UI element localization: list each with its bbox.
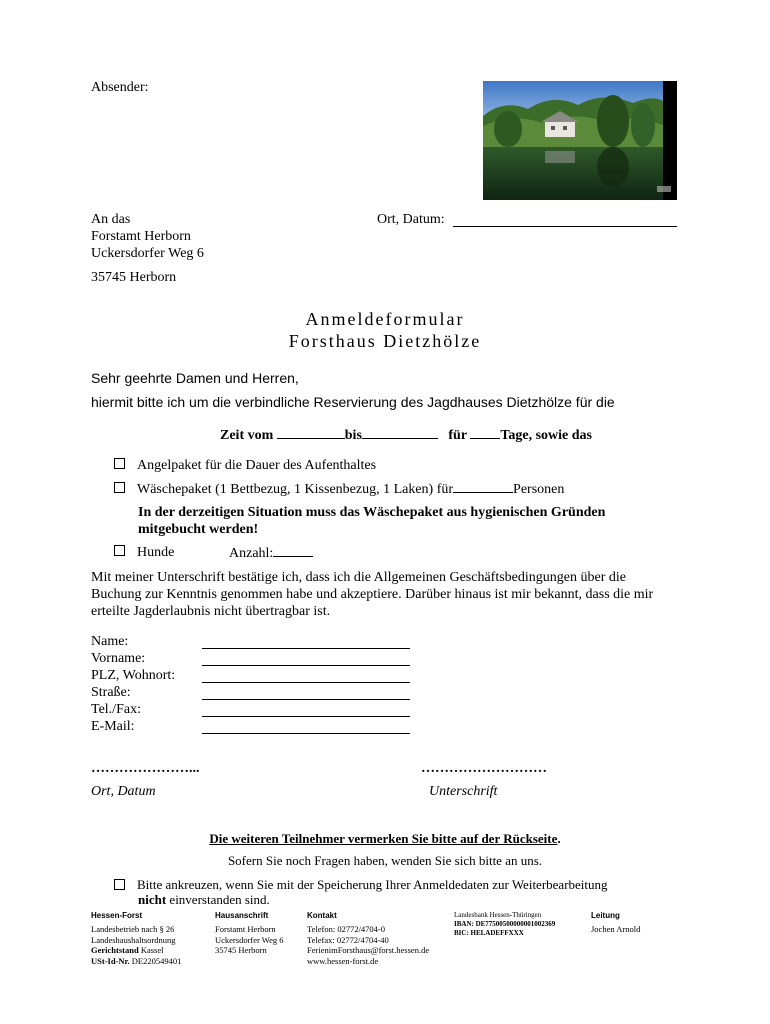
footer-col2-line3: 35745 Herborn <box>215 945 267 955</box>
questions-note: Sofern Sie noch Fragen haben, wenden Sie sich bitte an uns. <box>227 853 543 868</box>
footer-col1-line1: Landesbetrieb nach § 26 <box>91 924 175 934</box>
hunde-label: Hunde <box>137 545 175 560</box>
place-date-line[interactable] <box>453 226 677 227</box>
signature-dots[interactable]: ……………………… <box>421 761 547 776</box>
recipient-line-3: Uckersdorfer Weg 6 <box>91 246 204 261</box>
consent-row <box>114 877 674 893</box>
field-vorname-input[interactable] <box>202 665 410 666</box>
footer-col1-line4: DE220549401 <box>131 955 182 966</box>
waesche-persons-input[interactable] <box>453 480 513 493</box>
form-title: Anmeldeformular <box>305 309 465 329</box>
option-hunde <box>114 544 174 561</box>
footer-col-leitung <box>591 911 671 935</box>
period-from-label: Zeit vom <box>220 428 274 443</box>
period-row <box>220 426 592 444</box>
hunde-count-input[interactable] <box>273 544 313 557</box>
sender-label: Absender: <box>91 80 149 95</box>
period-for-label: für <box>448 428 467 443</box>
option-angel <box>114 457 376 474</box>
place-date-label: Ort, Datum: <box>377 212 445 227</box>
place-date-caption: Ort, Datum <box>91 784 156 799</box>
form-subtitle: Forsthaus Dietzhölze <box>288 331 482 351</box>
footer-col-kontakt <box>307 911 447 966</box>
footer-col2-line2: Uckersdorfer Weg 6 <box>215 934 284 945</box>
field-name-input[interactable] <box>202 648 410 649</box>
footer-col3-website[interactable]: www.hessen-forst.de <box>307 955 379 966</box>
footer-col-hausanschrift <box>215 911 305 956</box>
footer-col1-line3: Kassel <box>140 945 164 955</box>
period-days-input[interactable] <box>470 426 500 439</box>
footer-col2-line1: Forstamt Herborn <box>215 924 276 934</box>
period-days-label: Tage, sowie das <box>500 428 592 443</box>
waesche-notice: In der derzeitigen Situation muss das Wäschepaket aus hygienischen Gründen mitgebucht werden! <box>138 505 606 537</box>
footer-col1-line2: Landeshaushaltsordnung <box>91 934 176 945</box>
consent-row-2 <box>138 892 270 908</box>
footer-col1-line3-bold: Gerichtstand <box>91 945 139 955</box>
hunde-count <box>229 544 313 562</box>
forsthaus-photo <box>483 81 677 200</box>
footer-col1-head: Hessen-Forst <box>91 911 143 920</box>
footer-col-hessen-forst <box>91 911 211 966</box>
consent-checkbox[interactable] <box>114 879 125 890</box>
signature-caption: Unterschrift <box>429 784 498 799</box>
greeting: Sehr geehrte Damen und Herren, <box>91 370 299 386</box>
field-tel-input[interactable] <box>202 716 410 717</box>
recipient-line-4: 35745 Herborn <box>91 270 177 285</box>
field-strasse-label: Straße: <box>91 685 131 700</box>
waesche-persons-label: Personen <box>513 482 565 497</box>
field-email-input[interactable] <box>202 733 410 734</box>
footer-col1-line4-bold: USt-Id-Nr. <box>91 955 130 966</box>
participants-note <box>0 831 770 847</box>
consent-text: Bitte ankreuzen, wenn Sie mit der Speicherung Ihrer Anmeldedaten zur Weiterbearbeitung <box>137 877 608 892</box>
footer-col5-head: Leitung <box>591 911 620 920</box>
hunde-count-label: Anzahl: <box>229 546 274 561</box>
angel-label: Angelpaket für die Dauer des Aufenthaltes <box>137 458 377 473</box>
footer-col-bank <box>454 911 584 938</box>
field-strasse-input[interactable] <box>202 699 410 700</box>
hunde-checkbox[interactable] <box>114 545 125 556</box>
lake-house-image <box>483 81 677 200</box>
period-to-input[interactable] <box>362 426 438 439</box>
angel-checkbox[interactable] <box>114 458 125 469</box>
field-name-label: Name: <box>91 634 129 649</box>
consent-suffix: einverstanden sind. <box>169 892 270 907</box>
consent-bold: nicht <box>138 892 167 907</box>
recipient-line-1: An das <box>91 212 131 227</box>
footer-col4-bic: BIC: HELADEFFXXX <box>454 929 524 937</box>
recipient-line-2: Forstamt Herborn <box>91 229 191 244</box>
intro-text: hiermit bitte ich um die verbindliche Reservierung des Jagdhauses Dietzhölze für die <box>91 394 615 410</box>
footer-col4-head: Landesbank Hessen-Thüringen <box>454 911 542 919</box>
period-to-label: bis <box>344 428 362 443</box>
footer-col3-email[interactable]: FerienimForsthaus@forst.hessen.de <box>307 945 430 955</box>
field-plz-input[interactable] <box>202 682 410 683</box>
footer-col3-line1: Telefon: 02772/4704-0 <box>307 924 386 934</box>
place-date-dots[interactable]: …………………... <box>91 761 200 776</box>
participants-note-end: . <box>557 831 561 846</box>
agreement-text: Mit meiner Unterschrift bestätige ich, dass ich die Allgemeinen Geschäftsbedingungen über die Buchung zur Kenntnis genommen habe und akzeptiere. Darüber hinaus ist mir bekannt, dass die mir erteilte Jagderlaubnis nicht übertragbar ist. <box>91 570 654 619</box>
waesche-checkbox[interactable] <box>114 482 125 493</box>
footer-col5-name: Jochen Arnold <box>591 924 641 934</box>
field-vorname-label: Vorname: <box>91 651 146 666</box>
footer-col4-iban: IBAN: DE77500500000001002369 <box>454 920 556 928</box>
field-email-label: E-Mail: <box>91 719 135 734</box>
waesche-label: Wäschepaket (1 Bettbezug, 1 Kissenbezug, 1 Laken) für <box>137 482 454 497</box>
period-from-input[interactable] <box>277 426 345 439</box>
field-tel-label: Tel./Fax: <box>91 702 141 717</box>
participants-note-text: Die weiteren Teilnehmer vermerken Sie bitte auf der Rückseite <box>209 831 558 846</box>
footer-col3-head: Kontakt <box>307 911 337 920</box>
footer-col3-line2: Telefax: 02772/4704-40 <box>307 934 389 945</box>
footer-col2-head: Hausanschrift <box>215 911 269 920</box>
option-waesche <box>114 480 564 498</box>
field-plz-label: PLZ, Wohnort: <box>91 668 176 683</box>
